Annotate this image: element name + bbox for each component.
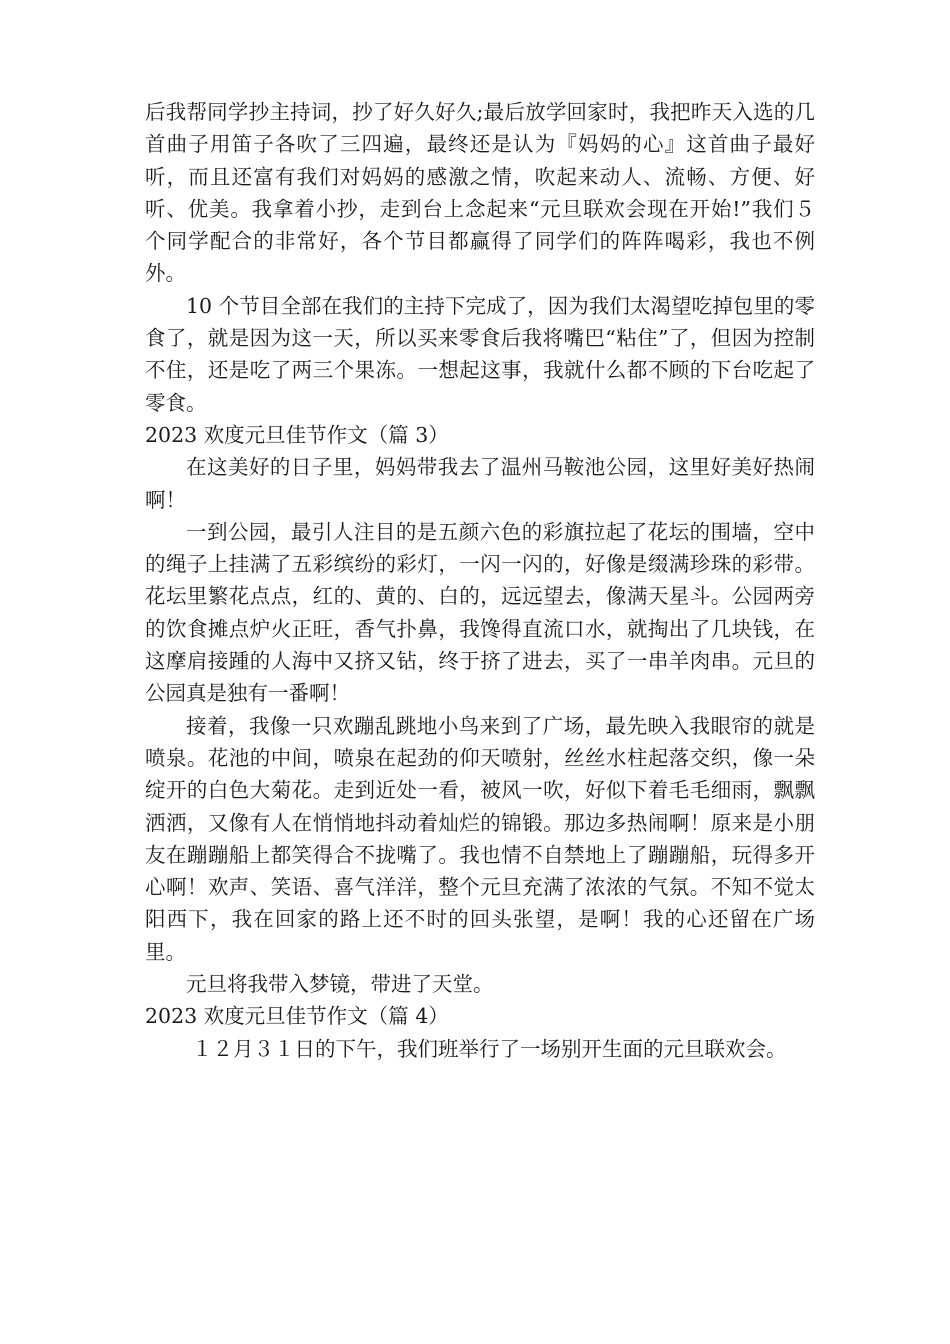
paragraph-park-intro: 在这美好的日子里，妈妈带我去了温州马鞍池公园，这里好美好热闹啊！ <box>145 455 815 512</box>
paragraph-party: １２月３１日的下午，我们班举行了一场别开生面的元旦联欢会。 <box>192 1036 787 1061</box>
paragraph-park-flags: 一到公园，最引人注目的是五颜六色的彩旗拉起了花坛的围墙，空中的绳子上挂满了五彩缤纷的彩灯，一闪一闪的，好像是缀满珍珠的彩带。花坛里繁花点点，红的、黄的、白的，远远望去，像满天星斗。公园两旁的饮食摊点炉火正旺，香气扑鼻，我馋得直流口水，就掏出了几块钱，在这摩肩接踵的人海中又挤又钻，终于挤了进去，买了一串羊肉串。元旦的公园真是独有一番啊！ <box>145 519 815 706</box>
paragraph-dream: 元旦将我带入梦镜，带进了天堂。 <box>186 972 494 997</box>
paragraph-fountain: 接着，我像一只欢蹦乱跳地小鸟来到了广场，最先映入我眼帘的就是喷泉。花池的中间，喷泉在起劲的仰天喷射，丝丝水柱起落交织，像一朵绽开的白色大菊花。走到近处一看，被风一吹，好似下着毛毛细雨，飘飘洒洒，又像有人在悄悄地抖动着灿烂的锦锻。那边多热闹啊！原来是小朋友在蹦蹦船上都笑得合不拢嘴了。我也情不自禁地上了蹦蹦船，玩得多开心啊！欢声、笑语、喜气洋洋，整个元旦充满了浓浓的气氛。不知不觉太阳西下，我在回家的路上还不时的回头张望，是啊！我的心还留在广场里。 <box>145 713 815 964</box>
document-page <box>145 96 815 1065</box>
section-heading-3: 2023 欢度元旦佳节作文（篇 3） <box>145 422 449 447</box>
section-heading-4: 2023 欢度元旦佳节作文（篇 4） <box>145 1004 449 1029</box>
paragraph-ten-programs: 10 个节目全部在我们的主持下完成了，因为我们太渴望吃掉包里的零食了，就是因为这一天，所以买来零食后我将嘴巴“粘住”了，但因为控制不住，还是吃了两三个果冻。一想起这事，我就什么都不顾的下台吃起了零食。 <box>145 293 815 415</box>
paragraph-continued: 后我帮同学抄主持词，抄了好久好久;最后放学回家时，我把昨天入选的几首曲子用笛子各吹了三四遍，最终还是认为『妈妈的心』这首曲子最好听，而且还富有我们对妈妈的感激之情，吹起来动人、流畅、方便、好听、优美。我拿着小抄，走到台上念起来“元旦联欢会现在开始!”我们５ 个同学配合的非常好，各个节目都赢得了同学们的阵阵喝彩，我也不例外。 <box>145 100 815 286</box>
